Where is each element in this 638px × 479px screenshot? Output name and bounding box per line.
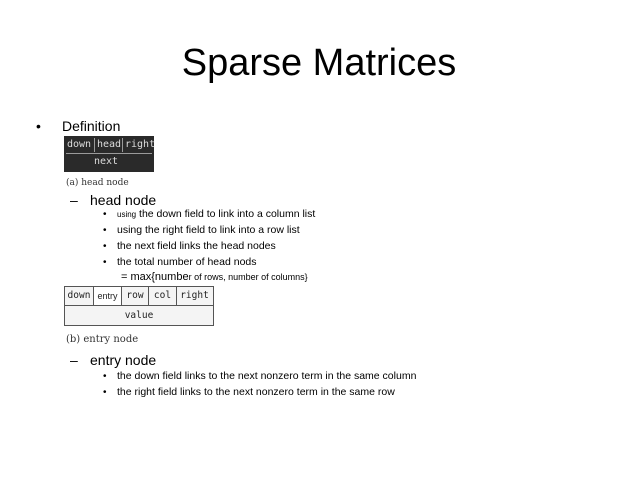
- entry-node-item-1: the down field links to the next nonzero term in the same column: [117, 370, 417, 382]
- entry-node-dash: –: [70, 352, 78, 368]
- head-node-field-right: right: [125, 139, 156, 150]
- head-node-field-head: head: [97, 139, 122, 150]
- head-node-field-next: next: [94, 156, 119, 167]
- entry-node-field-col: col: [149, 287, 177, 305]
- entry-node-field-entry: entry: [94, 287, 122, 305]
- entry-node-caption: (b) entry node: [66, 334, 139, 345]
- head-node-item-1: using the down field to link into a column list: [117, 208, 316, 220]
- head-node-item-2: using the right field to link into a row list: [117, 224, 300, 236]
- bullet-dot: •: [103, 371, 107, 382]
- head-node-item-3: the next field links the head nodes: [117, 240, 276, 252]
- max-formula: = max{number of rows, number of columns}: [121, 271, 308, 283]
- entry-node-field-row: row: [122, 287, 149, 305]
- head-node-item-4: the total number of head nods: [117, 256, 257, 268]
- entry-node-label: entry node: [90, 352, 157, 368]
- entry-node-field-down: down: [65, 287, 94, 305]
- definition-label: Definition: [62, 118, 121, 134]
- bullet-dot: •: [103, 225, 107, 236]
- bullet-dot: •: [103, 209, 107, 220]
- bullet-dot: •: [103, 241, 107, 252]
- entry-node-diagram: [64, 286, 214, 326]
- definition-bullet: •: [36, 118, 41, 134]
- slide-title: Sparse Matrices: [181, 42, 457, 84]
- head-node-field-down: down: [67, 139, 92, 150]
- head-node-label: head node: [90, 192, 157, 208]
- entry-node-item-2: the right field links to the next nonzero term in the same row: [117, 386, 395, 398]
- bullet-dot: •: [103, 257, 107, 268]
- head-node-dash: –: [70, 192, 78, 208]
- head-node-diagram: [64, 136, 154, 172]
- entry-node-field-right: right: [180, 290, 209, 301]
- bullet-dot: •: [103, 387, 107, 398]
- head-node-caption: (a) head node: [66, 178, 129, 188]
- entry-node-field-value: value: [124, 310, 154, 321]
